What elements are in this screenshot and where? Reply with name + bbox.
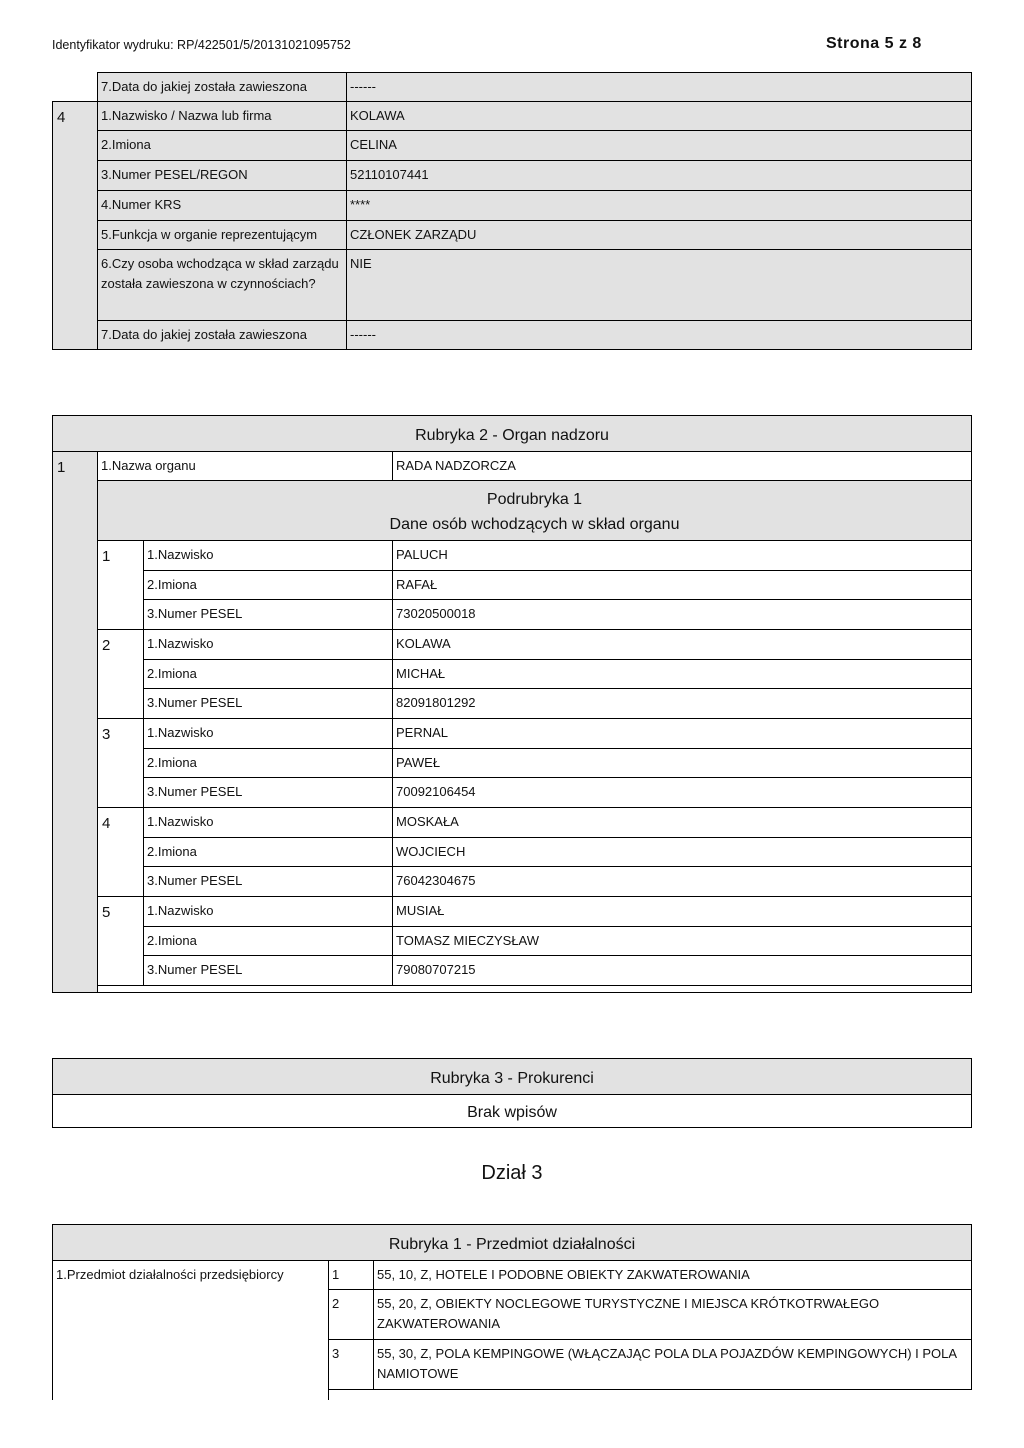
person-label: 2.Imiona: [143, 659, 393, 689]
row-value: NIE: [346, 249, 972, 321]
person-label: 1.Nazwisko: [143, 540, 393, 571]
person-surname: PERNAL: [392, 718, 972, 749]
row-value: ------: [346, 320, 972, 350]
table-bottom-border: [97, 985, 972, 993]
section-title: Rubryka 1 - Przedmiot działalności: [52, 1224, 972, 1261]
activity-text: 55, 20, Z, OBIEKTY NOCLEGOWE TURYSTYCZNE I MIEJSCA KRÓTKOTRWAŁEGO ZAKWATEROWANIA: [373, 1289, 972, 1340]
person-label: 2.Imiona: [143, 926, 393, 956]
row-label: 3.Numer PESEL/REGON: [97, 160, 347, 191]
person-label: 3.Numer PESEL: [143, 866, 393, 897]
person-pesel: 79080707215: [392, 955, 972, 986]
activity-label: 1.Przedmiot działalności przedsiębiorcy: [52, 1260, 329, 1400]
row-label: 5.Funkcja w organie reprezentującym: [97, 220, 347, 250]
person-surname: MOSKAŁA: [392, 807, 972, 838]
person-names: RAFAŁ: [392, 570, 972, 600]
person-names: PAWEŁ: [392, 748, 972, 778]
person-label: 3.Numer PESEL: [143, 777, 393, 808]
person-names: TOMASZ MIECZYSŁAW: [392, 926, 972, 956]
section-title: Rubryka 2 - Organ nadzoru: [52, 415, 972, 452]
activity-number: 3: [328, 1339, 374, 1390]
person-names: MICHAŁ: [392, 659, 972, 689]
person-names: WOJCIECH: [392, 837, 972, 867]
row-value: CZŁONEK ZARZĄDU: [346, 220, 972, 250]
person-label: 2.Imiona: [143, 837, 393, 867]
row-value: 52110107441: [346, 160, 972, 191]
person-number: 4: [97, 807, 144, 897]
person-number: 3: [97, 718, 144, 808]
subsection-title: Podrubryka 1: [486, 491, 583, 508]
person-label: 1.Nazwisko: [143, 718, 393, 749]
row-label: 6.Czy osoba wchodząca w skład zarządu została zawieszona w czynnościach?: [97, 249, 347, 321]
person-pesel: 76042304675: [392, 866, 972, 897]
activity-number: 2: [328, 1289, 374, 1340]
row-value: ****: [346, 190, 972, 221]
person-pesel: 82091801292: [392, 688, 972, 719]
prev-suspension-value: ------: [346, 72, 972, 102]
person-number: 1: [97, 540, 144, 630]
prev-suspension-label: 7.Data do jakiej została zawieszona: [97, 72, 347, 102]
person-pesel: 70092106454: [392, 777, 972, 808]
person-label: 2.Imiona: [143, 570, 393, 600]
person-label: 1.Nazwisko: [143, 807, 393, 838]
subsection-header: [97, 480, 972, 541]
activity-number: 1: [328, 1260, 374, 1290]
row-value: KOLAWA: [346, 101, 972, 131]
person-label: 3.Numer PESEL: [143, 955, 393, 986]
empty-entries: Brak wpisów: [52, 1094, 972, 1128]
organ-name-value: RADA NADZORCZA: [392, 451, 972, 481]
division-title: Dział 3: [481, 1162, 543, 1184]
activity-text: 55, 10, Z, HOTELE I PODOBNE OBIEKTY ZAKWATEROWANIA: [373, 1260, 972, 1290]
entry-number: 1: [52, 451, 98, 993]
person-pesel: 73020500018: [392, 599, 972, 630]
person-label: 1.Nazwisko: [143, 896, 393, 927]
print-identifier: Identyfikator wydruku: RP/422501/5/20131021095752: [52, 38, 351, 52]
row-label: 1.Nazwisko / Nazwa lub firma: [97, 101, 347, 131]
page-number: Strona 5 z 8: [826, 35, 922, 52]
person-surname: KOLAWA: [392, 629, 972, 660]
row-label: 7.Data do jakiej została zawieszona: [97, 320, 347, 350]
person-surname: PALUCH: [392, 540, 972, 571]
row-label: 4.Numer KRS: [97, 190, 347, 221]
person-surname: MUSIAŁ: [392, 896, 972, 927]
subsection-subtitle: Dane osób wchodzących w skład organu: [389, 516, 680, 533]
person-label: 2.Imiona: [143, 748, 393, 778]
row-label: 2.Imiona: [97, 130, 347, 161]
person-label: 3.Numer PESEL: [143, 688, 393, 719]
activity-text: 55, 30, Z, POLA KEMPINGOWE (WŁĄCZAJĄC POLA DLA POJAZDÓW KEMPINGOWYCH) I POLA NAMIOTOWE: [373, 1339, 972, 1390]
row-value: CELINA: [346, 130, 972, 161]
organ-name-label: 1.Nazwa organu: [97, 451, 393, 481]
person-label: 3.Numer PESEL: [143, 599, 393, 630]
section-title: Rubryka 3 - Prokurenci: [52, 1058, 972, 1095]
entry-number: 4: [52, 101, 98, 350]
person-number: 2: [97, 629, 144, 719]
person-number: 5: [97, 896, 144, 986]
person-label: 1.Nazwisko: [143, 629, 393, 660]
